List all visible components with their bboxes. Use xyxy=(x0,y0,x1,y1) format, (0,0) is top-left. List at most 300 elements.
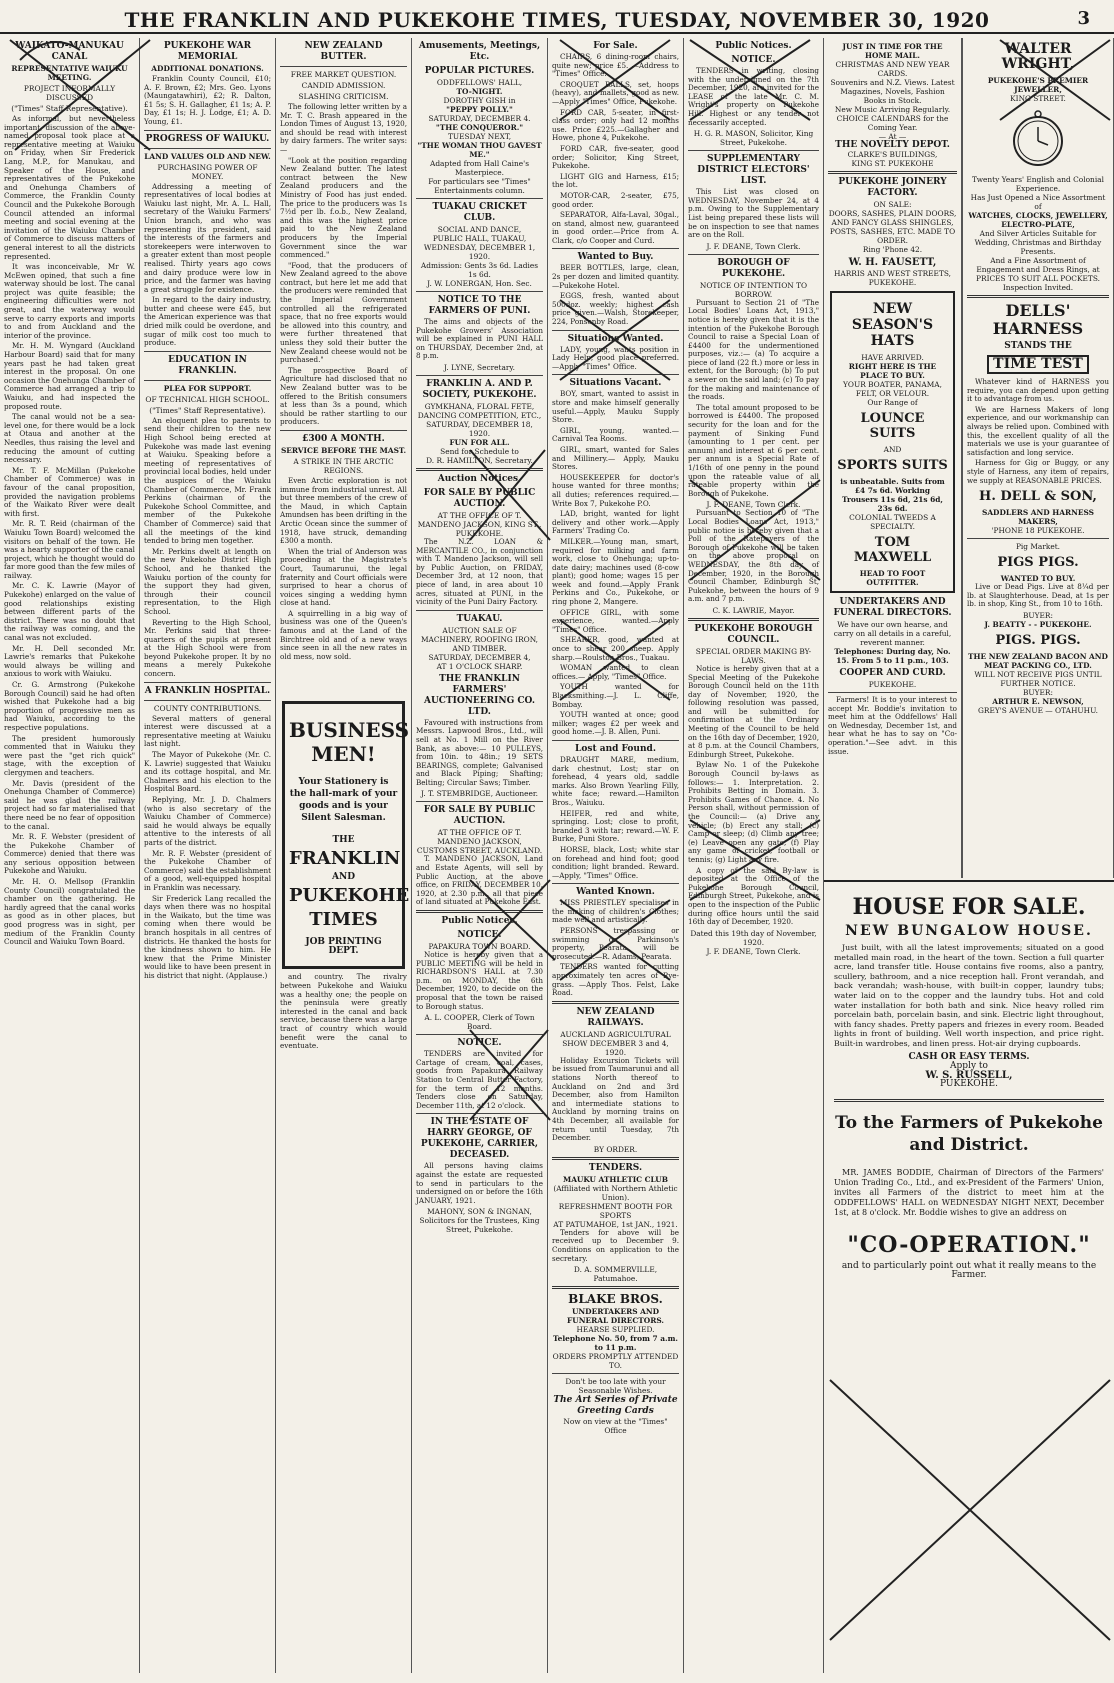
headline: TUAKAU. xyxy=(456,613,503,624)
divider xyxy=(552,248,679,249)
text-line: Pig Market. xyxy=(1015,542,1061,552)
divider xyxy=(688,150,819,151)
headline: NEW ZEALAND RAILWAYS. xyxy=(576,1006,655,1028)
text-line: HARRIS AND WEST STREETS, PUKEKOHE. xyxy=(833,269,952,287)
paragraph: T. MANDENO JACKSON, Land and Estate Agents, will sell by Public Auction, at the above office, on FRIDAY, DECEMBER 10, 1920, at 2.30 p.m., all that piece of land situated at Pukekohe East. xyxy=(416,854,543,907)
advert-headline: SPORTS SUITS xyxy=(837,458,948,473)
divider xyxy=(552,1286,679,1289)
text-line: SATURDAY, DECEMBER 4. xyxy=(428,114,531,123)
paragraph: Pursuant to Section 10 of "The Local Bodies Loans Act, 1913," public notice is hereby given that a Poll of the Ratepayers of the Borough of Pukekohe will be taken on the above proposal on WEDNESDAY, the 8th day of December, 1920, in the Borough Council Chamber, Edinburgh St, Pukekohe, between the hours of 9 a.m. and 7 p.m. xyxy=(688,508,819,604)
text-line: The Art Series of Private Greeting Cards xyxy=(553,1395,678,1417)
text-line: SATURDAY, DECEMBER 4, xyxy=(428,652,531,662)
paragraph: "Look at the position regarding New Zealand butter. The latest contract between the New Zealand producers and the Ministry of Food has just ended. The price to the producers was 1s 7½d per lb. f.o.b., New Zealand, and this was the highest price paid to the New Zealand producers by the Imperial Government since the war commenced." xyxy=(280,155,407,260)
paragraph: Mr. H. M. Wyngard (Auckland Harbour Board) said that for many years past he had taken great interest in the proposal. On one occasion the Onehunga Chamber of Commerce had arranged a trip to Waiuku, and had inspected the proposed route. xyxy=(4,341,135,411)
paragraph: Notice is hereby given that a PUBLIC MEETING will be held in RICHARDSON'S HALL at 7.30 p.m. on MONDAY, the 6th December, 1920, to decide on the proposal that the town be raised to Borough status. xyxy=(416,950,543,1011)
text-line: A. L. COOPER, Clerk of Town Board. xyxy=(424,1013,535,1032)
paragraph: Holiday Excursion Tickets will be issued from Taumarunui and all stations North thereof to Auckland on 2nd and 3rd December, also from Hamilton and intermediate stations to Auckland by morning trains on 4th December, all available for return until Tuesday, 7th December. xyxy=(552,1055,679,1143)
paragraph: The total amount proposed to be borrowed is £4400. The proposed security for the loan and for the payment of Sinking Fund (amounting to 1 per cent. per annum) and interest at 6 per cent. per annum is a Special Rate of 1/16th of one penny in the pound upon the rateable value of all rateable property within the Borough of Pukekohe. xyxy=(688,402,819,498)
classified: MISS PRIESTLEY specialises in the making of children's Clothes; made well and artistically. xyxy=(552,898,679,925)
section-title: Wanted to Buy. xyxy=(577,252,654,263)
advert-headline: LOUNCE SUITS xyxy=(860,411,925,441)
divider xyxy=(552,1001,679,1004)
paragraph: MR. JAMES BODDIE, Chairman of Directors of the Farmers' Union Trading Co., Ltd., and ex-President of the Farmers' Union, invites all Farmers of the district to meet him at the ODDFELLOWS' HALL on WEDNESDAY NIGHT NEXT, December 1st, at 8 o'clock. Mr. Boddie wishes to give an address on xyxy=(834,1167,1104,1217)
advert-headline: NEW BUNGALOW HOUSE. xyxy=(845,923,1093,939)
subhead: REPRESENTATIVE WAIUKU MEETING. xyxy=(11,64,128,82)
classified: CROQUET BALLS, set, hoops (heavy), and mallets, good as new.—Apply "Times" Office, Pukekohe. xyxy=(552,79,679,106)
pocket-watch-icon xyxy=(1008,109,1068,169)
divider xyxy=(967,295,1109,298)
text-line: AT THE OFFICE OF T. MANDENO JACKSON, CUSTOMS STREET, AUCKLAND. xyxy=(416,828,543,856)
classified: HOUSEKEEPER for doctor's house wanted for three months; all duties; references required.—Write Box 7, Pukekohe P.O. xyxy=(552,472,679,508)
advert-text: AND xyxy=(331,872,355,883)
text-line: AUCTION SALE OF MACHINERY, ROOFING IRON, AND TIMBER. xyxy=(420,625,539,653)
divider xyxy=(416,468,543,471)
divider xyxy=(552,740,679,741)
subhead: PURCHASING POWER OF MONEY. xyxy=(157,162,258,181)
divider xyxy=(416,610,543,611)
advert-headline: PIGS. PIGS. xyxy=(995,632,1081,648)
text-line: J. W. LONERGAN, Hon. Sec. xyxy=(427,279,532,288)
advert-brand: FRANKLIN xyxy=(289,848,401,870)
section-title: Situations Vacant. xyxy=(569,378,662,389)
subhead: LAND VALUES OLD AND NEW. xyxy=(144,151,271,161)
text-line: And a Fine Assortment of Engagement and Dress Rings, at PRICES TO SUIT ALL POCKETS. xyxy=(976,256,1100,283)
text-line: PAPAKURA TOWN BOARD. xyxy=(428,942,531,952)
headline: POPULAR PICTURES. xyxy=(424,66,535,76)
column-6 xyxy=(684,38,824,1673)
classified: LADY, young, wants position in Lady Help; good place preferred.—Apply "Times" Office. xyxy=(552,344,679,371)
masthead-title: THE FRANKLIN AND PUKEKOHE TIMES, TUESDAY, NOVEMBER 30, 1920 xyxy=(124,8,990,32)
text-line: COLONIAL TWEEDS A SPECIALTY. xyxy=(849,513,936,531)
subhead: CANDID ADMISSION. xyxy=(301,81,386,90)
section-title: For Sale. xyxy=(593,41,638,51)
text-line: J. LYNE, Secretary. xyxy=(444,362,515,372)
text-line: And Silver Articles Suitable for Wedding, Christmas and Birthday Presents. xyxy=(974,229,1102,256)
advert-headline: PIGS PIGS. xyxy=(997,555,1079,571)
text-line: Has Just Opened a Nice Assortment of xyxy=(970,193,1106,211)
subhead: PROJECT INFORMALLY DISCUSSED xyxy=(23,84,116,102)
text-line: YOUR BOATER, PANAMA, FELT, OR VELOUR. xyxy=(843,380,942,398)
paragraph: Mr. C. K. Lawrie (Mayor of Pukekohe) enlarged on the value of good relationships existing between different parts of the district. There was no doubt that the railway was coming, and the canal was not excluded. xyxy=(4,581,135,643)
text-line: "PEPPY POLLY." xyxy=(446,105,513,114)
divider xyxy=(828,171,957,174)
paragraph: Mr. R. F. Webster (president of the Pukekohe Chamber of Commerce) said the establishment of a good, well-equipped hospital in Franklin was necessary. xyxy=(144,848,271,892)
divider xyxy=(552,883,679,884)
classified: SHEARER, good, wanted at once to shear 200 sheep. Apply sharp.—Roulston Bros., Tuakau. xyxy=(552,635,679,662)
classified: GIRL, smart, wanted for Sales and Millinery.— Apply, Mauku Stores. xyxy=(552,444,679,472)
divider xyxy=(416,198,543,199)
paragraph: Harness for Gig or Buggy, or any style of Harness, any item of repairs, we supply at REASONABLE PRICES. xyxy=(967,458,1109,485)
text-line: SOCIAL AND DANCE, xyxy=(437,225,522,234)
column-5 xyxy=(548,38,684,1673)
divider xyxy=(967,538,1109,539)
text-line: and to particularly point out what it really means to the Farmer. xyxy=(841,1260,1097,1280)
headline: SUPPLEMENTARY DISTRICT ELECTORS' LIST. xyxy=(697,154,810,187)
subhead: SLASHING CRITICISM. xyxy=(298,92,389,101)
divider xyxy=(144,682,271,683)
advert-text: THE xyxy=(332,835,355,846)
paragraph: Mr. Davis (president of the Onehunga Chamber of Commerce) said he was glad the railway project had so far materialised that there need be no fear of opposition to the canal. xyxy=(4,778,135,831)
text-line: J. F. DEANE, Town Clerk. xyxy=(706,946,801,956)
text-line: SPECIAL ORDER MAKING BY-LAWS. xyxy=(695,646,812,665)
text-line: is unbeatable. Suits from £4 7s 6d. Working Trousers 11s 6d, 21s 6d, 23s 6d. xyxy=(840,477,945,513)
divider xyxy=(828,692,957,693)
text-line: PUBLIC HALL, TUAKAU, xyxy=(432,234,527,243)
classified: MILKER.—Young man, smart, required for milking and farm work, close to Onehunga; up-to-date dairy; machines used (8-cow plant); good home; wages 15 per week and found.—Apply Frank Perkins and Co., Pukekohe, or ring phone 2, Mangere. xyxy=(552,536,679,607)
page-number: 3 xyxy=(1077,8,1090,29)
paragraph: Tenders for above will be received up to December 9. Conditions on application to the secretary. xyxy=(552,1227,679,1263)
text-line: ARTHUR E. NEWSON, xyxy=(992,696,1084,706)
text-line: SADDLERS AND HARNESS MAKERS, xyxy=(981,508,1094,527)
column-3 xyxy=(276,38,412,1673)
classified: YOUTH wanted at once; good milker; wages £2 per week and good home.—J. B. Allen, Puni. xyxy=(552,710,679,737)
text-line: C. K. LAWRIE, Mayor. xyxy=(712,605,795,615)
divider xyxy=(144,380,271,381)
divider xyxy=(280,430,407,431)
classified: TENDERS wanted for cutting approximately ten acres of Rye-grass. —Apply Thos. Felst, Lake Road. xyxy=(552,962,679,998)
text-line: New Music Arriving Regularly. xyxy=(834,105,951,114)
paragraph: TENDERS in writing, closing with the undersigned on the 7th December, 1920, are invited for the LEASE of the late Mr. C. M. Wright's property on Pukekohe Hill. Highest or any tender not necessarily accepted. xyxy=(688,66,819,127)
headline: TUAKAU CRICKET CLUB. xyxy=(432,202,527,223)
subhead: COUNTY CONTRIBUTIONS. xyxy=(153,703,262,713)
text-line: REFRESHMENT BOOTH FOR SPORTS xyxy=(558,1201,673,1220)
classified: HEIFER, red and white, springing. Lost; close to profit, branded 3 with tar; reward.—W. F. Burke, Puni Store. xyxy=(552,808,679,844)
subhead: A STRIKE IN THE ARCTIC REGIONS. xyxy=(293,456,394,475)
text-line: THE NEW ZEALAND BACON AND MEAT PACKING CO., LTD. xyxy=(968,651,1108,670)
paragraph: Sir Frederick Lang recalled the days when there was no hospital in the Waikato, but the time was coming when there would be branch hospitals in all centres of districts. He thanked the hosts for the kindness shown to him. He knew that the Prime Minister would like to have been present in his district that night. (Applause.) xyxy=(144,893,271,980)
subhead: SERVICE BEFORE THE MAST. xyxy=(280,445,407,455)
text-line: ORDERS PROMPTLY ATTENDED TO. xyxy=(552,1352,679,1371)
text-line: MAUKU ATHLETIC CLUB xyxy=(563,1174,668,1184)
text-line: Dated this 19th day of November, 1920. xyxy=(690,928,817,947)
headline: NOTICE. xyxy=(457,1038,502,1049)
classified: GIRL, young, wanted.— Carnival Tea Rooms. xyxy=(552,425,679,444)
text-line: WATCHES, CLOCKS, JEWELLERY, ELECTRO-PLATE, xyxy=(968,211,1108,229)
classified: CHAIRS, 6 dining-room chairs, quite new; price £5. —Address to "Times" Office. xyxy=(552,52,679,79)
text-line: Apply to xyxy=(950,1060,988,1071)
paragraph: Mr. H. Dell seconded Mr. Lawrie's remarks that Pukekohe would always be willing and anxious to work with Waiuku. xyxy=(4,643,135,679)
text-line: WILL NOT RECEIVE PIGS UNTIL FURTHER NOTICE. xyxy=(974,669,1102,688)
headline: NOTICE. xyxy=(457,930,502,941)
paragraph: Live or Dead Pigs. Live at 8¼d per lb. at Slaughterhouse. Dead, at 1s per lb. in shop, King St., from 10 to 16th. xyxy=(967,582,1109,609)
subhead: OF TECHNICAL HIGH SCHOOL. xyxy=(145,394,270,404)
classified: BEER BOTTLES, large, clean, 2s per dozen and limited quantity.—Pukekohe Hotel. xyxy=(552,263,679,290)
text-line: BUYER: xyxy=(1023,610,1053,620)
bottom-right-adverts xyxy=(824,880,1114,1675)
text-line: GREY'S AVENUE — OTAHUHU. xyxy=(977,705,1098,715)
advert-brand: TIMES xyxy=(309,909,378,931)
text-line: "THE CONQUEROR." xyxy=(435,123,524,132)
divider xyxy=(688,618,819,621)
text-line: PUKEKOHE. xyxy=(940,1078,998,1089)
text-line: CLARKE'S BUILDINGS, xyxy=(847,150,938,159)
headline: TENDERS. xyxy=(588,1162,643,1173)
text-line: — At — xyxy=(878,132,907,141)
advert-headline: HOUSE FOR SALE. xyxy=(852,894,1086,920)
text-line: Souvenirs and N.Z. Views. Latest Magazines, Novels, Fashion Books in Stock. xyxy=(830,78,955,105)
headline: COOPER AND CURD. xyxy=(839,668,946,678)
paragraph: Bylaw No. 1 of the Pukekohe Borough Council by-laws as follows:— 1. Interpretation. 2. Prohibits Betting in Domain. 3. Prohibits Games of Chance. 4. No Person shall, without permission of the Council:— (a) Drive any vehicle; (b) Erect any stall; (c) Camp or sleep; (d) Climb any tree; (e) Leave open any gate; (f) Play any game of cricket, football or tennis; (g) Light any fire. xyxy=(688,760,819,864)
paragraph: Cr. G. Armstrong (Pukekohe Borough Council) said he had often wished that Pukekohe had a big proportion of progressive men as had Waiuku, according to the respective populations. xyxy=(4,680,135,732)
text-line: Admission: Gents 3s 6d. Ladies 1s 6d. xyxy=(420,261,539,279)
paragraph: Just built, with all the latest improvements; situated on a good metalled main road, in the heart of the town. Section a full quarter acre, land transfer title. House contains five rooms, also a pantry, scullery, bathroom, and a nice reception hall. Front verandah, and back verandah; wash-house, with built-in copper, laundry tubs; water laid on to the copper and the laundry tubs. Hot and cold water installation for both bath and sink. Nice heavy rolled rim porcelain bath, porcelain basin, and sink. Electric light throughout, with fancy shades. Pretty papers and friezes in every room. Beaded lights in front of building. Well worth inspection, and price right. Built-in wardrobes, and linen press. Hot-air drying cupboards. xyxy=(834,943,1104,1048)
text-line: D. A. SOMMERVILLE, Patumahoe. xyxy=(573,1265,658,1284)
text-line: J. F. DEANE, Town Clerk. xyxy=(706,500,801,510)
text-line: BY ORDER. xyxy=(593,1144,638,1154)
paragraph: Replying, Mr. J. D. Chalmers (who is also secretary of the Waiuku Chamber of Commerce) said he would always be equally attentive to the interests of all parts of the district. xyxy=(144,795,271,847)
paragraph: The aims and objects of the Pukekohe Growers' Association will be explained in PUNI HALL on THURSDAY, December 2nd, at 8 p.m. xyxy=(416,317,543,361)
text-line: KING ST. PUKEKOHE xyxy=(851,159,934,168)
paragraph: Mr. T. F. McMillan (Pukekohe Chamber of Commerce) was in favour of the canal proposition, provided the navigation problems of the Waikato River were dealt with first. xyxy=(4,465,135,518)
paragraph: Whatever kind of HARNESS you require, you can depend upon getting it to advantage from us. xyxy=(967,377,1109,404)
classified: LIGHT GIG and Harness, £15; the lot. xyxy=(552,171,679,190)
headline: PROGRESS OF WAIUKU. xyxy=(145,133,270,144)
paragraph: Notice is hereby given that at a Special Meeting of the Pukekohe Borough Council held on the 11th day of November, 1920, the following resolution was passed, and will be submitted for confirmation at the Ordinary Meeting of the Council to be held on the 16th day of December, 1920, at 8 p.m. at the Council Chambers, Edinburgh Street, Pukekohe. xyxy=(688,663,819,759)
text-line: "THE WOMAN THOU GAVEST ME." xyxy=(417,141,542,159)
advert-headline: H. DELL & SON, xyxy=(979,489,1097,505)
paragraph: When the trial of Anderson was proceeding at the Magistrate's Court, Taumarunui, the legal fraternity and Court officials were surprised to hear a chorus of voices singing a wedding hymn close at hand. xyxy=(280,546,407,608)
text-line: PUKEKOHE'S PREMIER JEWELLER, xyxy=(987,76,1089,94)
headline: NEW ZEALAND BUTTER. xyxy=(304,41,383,62)
text-line: CHOICE CALENDARS for the Coming Year. xyxy=(836,114,949,132)
paragraph: Mr. H. O. Mellsop (Franklin County Council) congratulated the chamber on the gathering. He hardly agreed that the canal works as good as in other places, but good progress was in sight, per medium of the Franklin County Council and Waiuku Town Board. xyxy=(4,877,135,947)
section-title: Auction Notices. xyxy=(437,473,522,484)
paragraph: The president humorously commented that in Waiuku they were past the "get rich quick" stage, with the exception of clergymen and teachers. xyxy=(4,733,135,777)
text-line: NOTICE OF INTENTION TO BORROW. xyxy=(699,280,808,299)
divider xyxy=(416,801,543,802)
classified: DRAUGHT MARE, medium, dark chestnut, Lost; star on forehead, 4 years old, saddle marks. Also Brown Yearling Filly, white face; reward.—Hamilton Bros., Waiuku. xyxy=(552,754,679,807)
divider xyxy=(280,66,407,67)
business-men-advert xyxy=(282,701,410,969)
text-line: D. R. HAMILTON, Secretary. xyxy=(426,455,533,465)
paragraph: Farmers! It is to your interest to accept Mr. Boddie's invitation to meet him at the Oddfellows' Hall on Wednesday, December 1st, and hear what he has to say on "Co-operation."—See advt. in this issue. xyxy=(828,695,957,756)
classified: SEPARATOR, Alfa-Laval, 30gal., on stand, almost new, guaranteed in good order.—Price from A. Clark, c/o Cooper and Curd. xyxy=(552,210,679,245)
text-line: Telephones: During day, No. 15. From 5 to 11 p.m., 103. xyxy=(834,647,951,665)
divider xyxy=(416,1034,543,1035)
advert-headline: BUSINESS MEN! xyxy=(289,718,410,767)
divider xyxy=(688,254,819,255)
text-line: W. S. RUSSELL, xyxy=(925,1069,1013,1081)
text-line: DOROTHY GISH in xyxy=(443,96,516,105)
text-line: HAVE ARRIVED. xyxy=(861,353,924,362)
text-line: ON SALE: xyxy=(873,200,912,209)
text-line: 'PHONE 18 PUKEKOHE. xyxy=(991,526,1085,536)
paragraph: The N.Z. LOAN & MERCANTILE CO., in conjunction with T. Mandeno Jackson, will sell by Public Auction, on FRIDAY, December 3rd, at 12 noon, that piece of land, in area about 10 acres, situated at PUNI, in the vicinity of the Puni Dairy Factory. xyxy=(416,536,543,607)
headline: FRANKLIN A. AND P. SOCIETY, PUKEKOHE. xyxy=(422,378,537,400)
paragraph: As informal, but nevertheless important, discussion of the above-named proposal took place at a representative meeting at Waiuku on Friday, when Sir Frederick Lang, M.P., for Manukau, and Speaker of the House, and representatives of the Pukekohe and Onehunga Chambers of Commerce, the Franklin County Council and the Pukekohe Borough Council attended an informal meeting and social evening at the invitation of the Waiuku Chamber of Commerce to discuss matters of general interest to all the districts represented. xyxy=(4,114,135,261)
divider xyxy=(416,291,543,292)
masthead xyxy=(0,6,1114,34)
paragraph: The prospective Board of Agriculture had disclosed that no New Zealand butter was to be offered to the British consumers at less than 3s a pound, which should be rather startling to our producers. xyxy=(280,365,407,427)
paragraph: Mr. R. T. Reid (chairman of the Waiuku Town Board) welcomed the visitors on behalf of the town. He was a hearty supporter of the canal project, which he thought would do far more good than the few miles of railway. xyxy=(4,519,135,580)
text-line: STANDS THE xyxy=(1004,341,1072,351)
text-line: J. T. STEMBRIDGE, Auctioneer. xyxy=(420,789,539,799)
divider xyxy=(552,1373,679,1374)
text-line: KING STREET. xyxy=(1010,94,1066,103)
text-line: J. F. DEANE, Town Clerk. xyxy=(706,241,801,251)
divider xyxy=(144,130,271,131)
paragraph: Even Arctic exploration is not immune from industrial unrest. All but three members of the crew of the Maud, in which Captain Amundsen has been drifting in the Arctic Ocean since the summer of 1918, have struck, demanding £300 a month. xyxy=(280,475,407,546)
advert-text: Your Stationery is the hall-mark of your goods and is your Silent Salesman. xyxy=(289,777,398,824)
headline: BOROUGH OF PUKEKOHE. xyxy=(717,257,790,279)
text-line: BUYER: xyxy=(1023,687,1053,697)
paragraph: Franklin County Council, £10; A. F. Brown, £2; Mrs. Geo. Lyons (Maungatawhiri), £2; R. Dalton, £1 5s; S. H. Gallagher, £1 1s; A. P. Day, £1 1s; H. J. Lodge, £1; A. D. Young, £1. xyxy=(144,74,271,126)
advert-headline: To the Farmers of Pukekohe and District. xyxy=(835,1112,1103,1155)
text-line: GYMKHANA, FLORAL FETE, DANCING COMPETITION, ETC., xyxy=(417,401,542,420)
paragraph: Mr. R. F. Webster (president of the Pukekohe Chamber of Commerce) denied that there was any serious opposition between Pukekohe and Waiuku. xyxy=(4,832,135,876)
headline: NOTICE TO THE FARMERS OF PUNI. xyxy=(428,295,531,316)
classified: FORD CAR, five-seater, good order; Solicitor, King Street, Pukekohe. xyxy=(552,143,679,171)
advert-headline: DELLS' HARNESS xyxy=(992,301,1084,338)
headline: BLAKE BROS. xyxy=(568,1292,663,1307)
paragraph: It was inconceivable, Mr W. McEwen opined, that such a fine waterway should be lost. The canal project was quite feasible; the engineering difficulties were not great, and the waterway would serve to carry exports and imports to and from Auckland and the interior of the province. xyxy=(4,262,135,340)
paragraph: Reverting to the High School, Mr. Perkins said that three-quarters of the pupils at present at the High School were from beyond Pukekohe proper. It by no means a merely Pukekohe concern. xyxy=(144,617,271,679)
subhead: PLEA FOR SUPPORT. xyxy=(163,383,252,393)
paragraph: This List was closed on WEDNESDAY, November 24, at 4 p.m. Owing to the Supplementary List being prepared these lists will be on inspection to see that names are on the Roll. xyxy=(688,187,819,240)
text-line: HEAD TO FOOT OUTFITTER. xyxy=(859,569,926,587)
text-line: We have our own hearse, and carry on all details in a careful, reverent manner. xyxy=(833,620,952,647)
text-line: Now on view at the "Times" Office xyxy=(563,1417,668,1436)
text-line: SATURDAY, DECEMBER 18, 1920. xyxy=(426,419,533,438)
section-title: Public Notices. xyxy=(715,41,792,51)
paragraph: and country. The rivalry between Pukekohe and Waiuku was a healthy one; the people on the peninsula were greatly interested in the canal and back service, because there was a large tract of country which would benefit were the canal to eventuate. xyxy=(280,972,407,1051)
classified: WOMAN wanted to clean offices.— Apply, "Times" Office. xyxy=(552,663,679,681)
text-line: TUESDAY NEXT, xyxy=(447,132,512,141)
byline: ("Times" Staff Representative). xyxy=(149,405,266,415)
advert-headline: WALTER WRIGHT, xyxy=(1001,41,1075,72)
classified: BOY, smart, wanted to assist in store and make himself generally useful.—Apply, Mauku Supply Store. xyxy=(552,389,679,425)
paragraph: "Food, that the producers of New Zealand agreed to the above contract, but here let me add that the producers were reminded that the Imperial Government controlled all the refrigerated space, that no free exports would be allowed into this country, and were further threatened that unless they sold their butter the New Zealand cheese would not be purchased." xyxy=(280,260,407,365)
divider xyxy=(144,351,271,352)
classified: OFFICE GIRL, with some experience, wanted.—Apply "Times" Office. xyxy=(552,607,679,634)
text-line: DOORS, SASHES, PLAIN DOORS, AND FANCY GLASS SHINGLES, POSTS, SASHES, ETC. MADE TO ORDER. xyxy=(828,209,957,245)
paragraph: Pursuant to Section 21 of "The Local Bodies' Loans Act, 1913," notice is hereby given that it is the intention of the Pukekohe Borough Council to raise a Special Loan of £4400 for the undermentioned purposes, viz.:— (a) To acquire a piece of land (22 ft.) more or less in extent, for the Borough; (b) To put a sewer on the said land; (c) To pay for the making and maintenance of the roads. xyxy=(688,297,819,402)
text-line: AT PATUMAHOE, 1st JAN., 1921. xyxy=(553,1219,678,1229)
headline: EDUCATION IN FRANKLIN. xyxy=(168,354,247,376)
classified: PERSONS trespassing or swimming on Parkinson's property, Pearata, will be prosecuted.—R. Adams, Pearata. xyxy=(552,926,679,961)
text-line: FUN FOR ALL. xyxy=(449,437,510,447)
classified: YOUTH wanted for Blacksmithing.—J. L. Cliffe, Bombay. xyxy=(552,682,679,709)
paragraph: The following letter written by a Mr. T. C. Brash appeared in the London Times of August 13, 1920, and should be read with interest by dairy farmers. The writer says:— xyxy=(280,102,407,154)
advert-text: JOB PRINTING DEPT. xyxy=(305,937,382,957)
classified: FORD CAR, 5-seater, in first-class order; only had 12 months use. Price £225.—Gallagher and Howe, phone 4, Pukekohe. xyxy=(552,107,679,143)
column-1 xyxy=(0,38,140,1673)
divider xyxy=(552,374,679,375)
advert-headline: TIME TEST xyxy=(987,355,1089,374)
classified: HORSE, black, Lost; white star on forehead and hind foot; good condition; light branded. Reward.—Apply, "Times" Office. xyxy=(552,844,679,880)
text-line: RIGHT HERE IS THE PLACE TO BUY. xyxy=(848,362,937,380)
text-line: Don't be too late with your Seasonable Wishes. xyxy=(565,1377,666,1396)
classified: LAD, bright, wanted for light delivery and other work.—Apply Farmers' Trading Co. xyxy=(552,509,679,536)
advert-headline: TOM MAXWELL xyxy=(853,535,932,565)
subhead: ADDITIONAL DONATIONS. xyxy=(151,64,264,73)
hats-advert xyxy=(830,291,955,593)
headline: THE FRANKLIN FARMERS' AUCTIONEERING CO. LTD. xyxy=(423,673,536,717)
text-line: TO-NIGHT. xyxy=(456,87,503,96)
text-line: Our Range of xyxy=(867,398,918,407)
divider xyxy=(552,330,679,331)
text-line: HEARSE SUPPLIED. xyxy=(576,1325,655,1335)
headline: PUKEKOHE WAR MEMORIAL xyxy=(163,41,252,62)
classified: EGGS, fresh, wanted about 500doz. weekly; highest cash price given.—Walsh, Storekeeper, 224, Ponsonby Road. xyxy=(552,291,679,327)
text-line: Twenty Years' English and Colonial Experience. xyxy=(972,175,1104,193)
section-title: Wanted Known. xyxy=(576,887,655,898)
text-line: CHRISTMAS AND NEW YEAR CARDS. xyxy=(835,60,950,78)
paragraph: Several matters of general interest were discussed at a representative meeting at Waiuku last night. xyxy=(144,713,271,749)
divider xyxy=(552,1157,679,1160)
headline: FOR SALE BY PUBLIC AUCTION. xyxy=(423,805,536,827)
text-line: AT THE OFFICE OF T. MANDENO JACKSON, KING ST., PUKEKOHE. xyxy=(417,510,542,538)
column-7 xyxy=(824,38,962,878)
headline: £300 A MONTH. xyxy=(302,433,385,444)
headline: FOR SALE BY PUBLIC AUCTION. xyxy=(423,487,536,509)
advert-headline: NEW SEASON'S HATS xyxy=(851,301,934,349)
paragraph: In regard to the dairy industry, butter and cheese were £45, but the American experience was that dried milk could be overdone, and sugar of milk cost too much to produce. xyxy=(144,295,271,348)
text-line: AUCKLAND AGRICULTURAL SHOW DECEMBER 3 and 4, 1920. xyxy=(560,1029,671,1057)
text-line: Adapted from Hall Caine's Masterpiece. xyxy=(429,159,530,177)
text-line: Inspection Invited. xyxy=(1002,283,1074,292)
paragraph: All persons having claims against the estate are requested to send in particulars to the undersigned on or before the 16th JANUARY, 1921. xyxy=(416,1161,543,1205)
advert-brand: PUKEKOHE xyxy=(289,885,410,907)
text-line: Ring 'Phone 42. xyxy=(862,245,923,254)
divider xyxy=(834,1099,1104,1102)
text-line: UNDERTAKERS AND FUNERAL DIRECTORS. xyxy=(567,1307,664,1326)
text-line: WEDNESDAY, DECEMBER 1, 1920. xyxy=(423,243,536,261)
advert-headline: "CO-OPERATION." xyxy=(847,1231,1091,1258)
paragraph: A copy of the said By-law is deposited at the Office of the Pukekohe Borough Council, Edinburgh Street, Pukekohe, and is open to the inspection of the Public during office hours until the said 16th day of December, 1920. xyxy=(688,865,819,927)
text-line: JUST IN TIME FOR THE HOME MAIL. xyxy=(842,42,943,60)
section-title: Amusements, Meetings, Etc. xyxy=(418,41,541,62)
column-4 xyxy=(412,38,548,1673)
divider xyxy=(144,700,271,701)
text-line: H. G. R. MASON, Solicitor, King Street, Pukekohe. xyxy=(693,129,814,148)
classified: MOTOR-CAR, 2-seater, £75, good order. xyxy=(552,190,679,209)
text-line: WANTED TO BUY. xyxy=(1000,574,1076,584)
byline: ("Times" Staff Representative). xyxy=(11,104,128,113)
text-line: MAHONY, SON & INGNAN, Solicitors for the Trustees, King Street, Pukekohe. xyxy=(419,1207,540,1235)
text-line: Send for Schedule to xyxy=(440,446,519,456)
divider xyxy=(144,148,271,149)
paragraph: The canal would not be a sea-level one, for there would be a lock at Otaua and another at the Needles, thus raising the level and reducing the amount of cutting necessary. xyxy=(4,412,135,465)
text-line: ODDFELLOWS' HALL, xyxy=(436,78,523,87)
paragraph: Addressing a meeting of representatives of local bodies at Waiuku last night, Mr. A. L. Hall, secretary of the Waiuku Farmers' Union branch, and who was representing its president, said the interests of the farmers and storekeepers were interwoven to a greater extent than most people realised. Thirty years ago cows and dairy produce were low in price, and the farmer was having a great struggle for existence. xyxy=(144,181,271,294)
text-line: CASH OR EASY TERMS. xyxy=(908,1051,1030,1062)
column-2 xyxy=(140,38,276,1673)
headline: PUKEKOHE BOROUGH COUNCIL. xyxy=(694,623,813,645)
headline: A FRANKLIN HOSPITAL. xyxy=(144,685,271,696)
headline: IN THE ESTATE OF HARRY GEORGE, OF PUKEKOHE, CARRIER, DECEASED. xyxy=(420,1117,539,1161)
text-line: THE NOVELTY DEPOT. xyxy=(835,140,950,150)
headline: PUKEKOHE JOINERY FACTORY. xyxy=(838,177,947,198)
divider xyxy=(416,910,543,913)
headline: UNDERTAKERS AND FUNERAL DIRECTORS. xyxy=(833,597,952,618)
column-8 xyxy=(962,38,1114,878)
paragraph: A squirrelling in a big way of business was one of the Queen's famous and at the Land of the Birchtree old and of a new ways since seen in all the new rates in old mess, now sold. xyxy=(280,608,407,661)
text-line: PUKEKOHE. xyxy=(868,680,917,689)
divider xyxy=(416,375,543,376)
text-line: (Affiliated with Northern Athletic Union). xyxy=(553,1183,678,1202)
paragraph: Favoured with instructions from Messrs. Lapwood Bros., Ltd., will sell at No. 1 Mill on the River Bank, as above:— 10 PULLEYS, from 10in. to 48in.; 19 SETS BEARINGS, complete; Galvanised and Black Piping; Shafting; Belting; Circular Saws; Timber. xyxy=(416,717,543,787)
headline: WAIKATO-MANUKAU CANAL xyxy=(15,41,124,62)
paragraph: The Mayor of Pukekohe (Mr. C. K. Lawrie) suggested that Waiuku and its cottage hospital, and Mr. Chalmers and his election to the Hospital Board. xyxy=(144,750,271,794)
text-line: Telephone No. 50, from 7 a.m. to 11 p.m. xyxy=(553,1334,678,1353)
section-title: Situations Wanted. xyxy=(567,333,664,344)
text-line: For particulars see "Times" Entertainments column. xyxy=(428,177,531,195)
text-line: AND xyxy=(883,445,902,454)
paragraph: TENDERS are invited for Cartage of cream, coal, cases, goods from Papakura Railway Station to Central Butter Factory, for the term of 12 months. Tenders close on Saturday, December 11th, at 12 o'clock. xyxy=(416,1049,543,1110)
paragraph: An eloquent plea to parents to send their children to the new High School being erected at Pukekohe was made last evening at Waiuku. Speaking before a meeting of representatives of provincial local bodies, held under the auspices of the Waiuku Chamber of Commerce, Mr. Frank Perkins (chairman of the Pukekohe School Committee, and member of the Pukekohe Chamber of Commerce) said that all the meetings of the kind tended to bring men together. xyxy=(144,415,271,546)
headline: W. H. FAUSETT, xyxy=(848,257,937,268)
